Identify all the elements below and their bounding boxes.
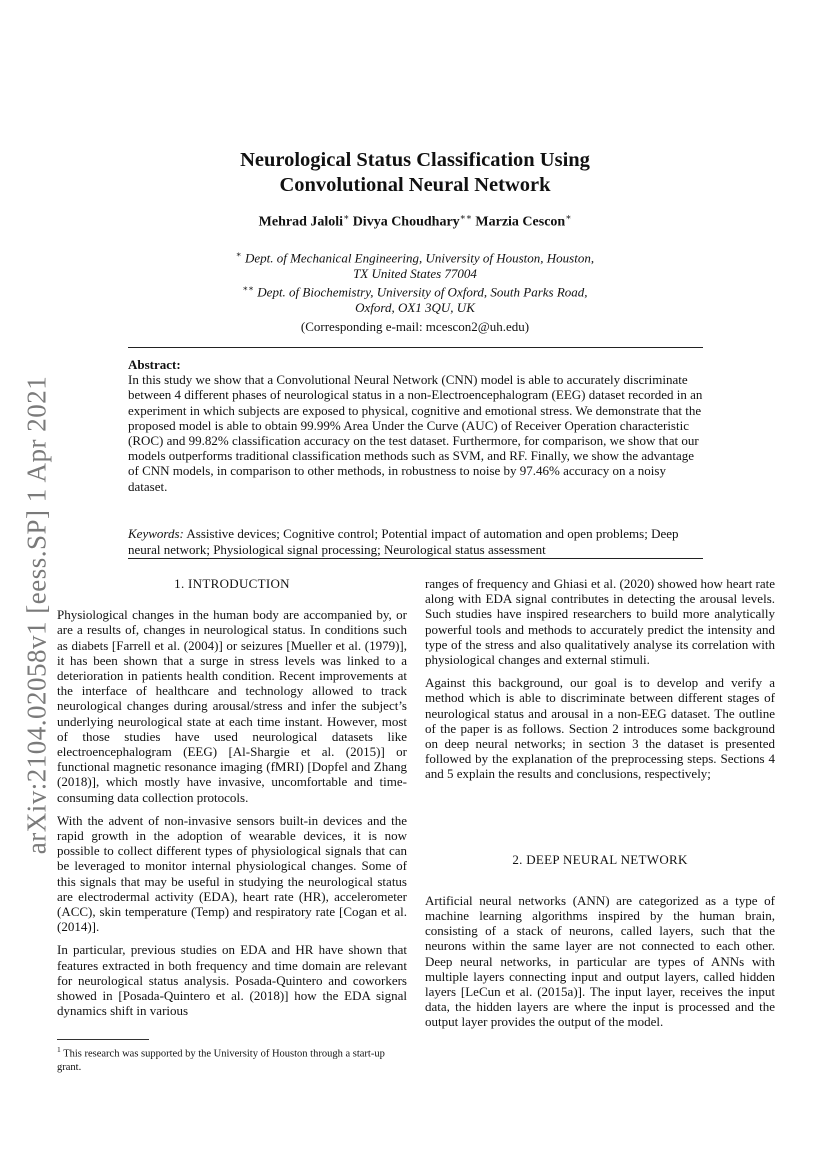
affiliation-mark: ∗: [235, 249, 242, 259]
author-mark: ∗: [343, 212, 350, 222]
section-spacer: [425, 883, 775, 893]
affiliation-2-line-2: Oxford, OX1 3QU, UK: [355, 300, 475, 316]
footnote: [57, 1043, 407, 1074]
author-mark: ∗∗: [459, 212, 472, 222]
author-list: [100, 212, 730, 231]
title-line-2: Convolutional Neural Network: [279, 174, 551, 196]
arxiv-sidebar-stamp: [15, 370, 59, 860]
author-name: Divya Choudhary: [352, 214, 460, 230]
section-spacer: [425, 790, 775, 852]
abstract-top-rule: [128, 347, 703, 348]
section-heading-deep-neural-network: 2. DEEP NEURAL NETWORK: [512, 851, 688, 867]
keywords-bottom-rule: [128, 558, 703, 559]
affiliation-mark: ∗∗: [242, 283, 255, 294]
author-name: Marzia Cescon: [475, 214, 566, 230]
footnote-text: This research was supported by the University of Houston through a start-up grant.: [57, 1048, 385, 1073]
arxiv-id-text: arXiv:2104.02058v1 [eess.SP] 1 Apr 2021: [21, 375, 52, 855]
keywords-block: [128, 526, 703, 557]
author-name: Mehrad Jaloli: [258, 214, 344, 230]
affiliation-1-line-1: ∗ Dept. of Mechanical Engineering, University of Houston, Houston,: [235, 249, 595, 266]
keywords-text: Assistive devices; Cognitive control; Potential impact of automation and open problems; Deep neural network; Physiological signal processing; Neurological status assessment: [128, 526, 679, 557]
paragraph: ranges of frequency and Ghiasi et al. (2020) showed how heart rate along with EDA signal contributes in detecting the arousal levels. Such studies have inspired researchers to build more analytically powerful tools and methods to accurately predict the intensity and type of the stress and also qualitatively analyse its correlation with physiological changes and external stimuli.: [425, 576, 775, 668]
author-mark: ∗: [565, 212, 572, 222]
corresponding-email: (Corresponding e-mail: mcescon2@uh.edu): [300, 319, 530, 334]
abstract-heading: Abstract:: [128, 357, 181, 372]
affiliation-1-line-2: TX United States 77004: [353, 265, 477, 281]
footnote-mark: 1: [57, 1045, 61, 1054]
section-heading-introduction: 1. INTRODUCTION: [174, 576, 290, 591]
paragraph: Physiological changes in the human body are accompanied by, or are a results of, changes in neurological status. In conditions such as diabets [Farrell et al. (2004)] or seizures [Mueller et al. (1979)], it has been shown that a surge in stress levels was linked to a deterioration in patients health condition. Recent improvements at the interface of healthcare and technology allowed to track neurological changes during arousal/stress and infer the subject’s underlying neurological state at each time instant. However, most of those studies have used neurological datasets like electroencephalogram (EEG) [Al-Shargie et al. (2015)] or functional magnetic resonance imaging (fMRI) [Dopfel and Zhang (2018)], which mostly have invasive, uncomfortable and time-consuming data collection protocols.: [57, 607, 407, 805]
paragraph: Against this background, our goal is to develop and verify a method which is able to discriminate between different stages of neurological status and arousal in a non-EEG dataset. The outline of the paper is as follows. Section 2 introduces some background on deep neural networks; in section 3 the dataset is presented followed by the explanation of the preprocessing steps. Sections 4 and 5 explain the results and conclusions, respectively;: [425, 675, 775, 782]
affiliation-2-line-1: ∗∗ Dept. of Biochemistry, University of Oxford, South Parks Road,: [242, 283, 588, 300]
paragraph: Artificial neural networks (ANN) are categorized as a type of machine learning algorithms inspired by the human brain, consisting of a stack of neurons, called layers, such that the neurons within the same layer are not connected to each other. Deep neural networks, in particular are types of ANNs with multiple layers connecting input and output layers, called hidden layers [LeCun et al. (2015a)]. The input layer, receives the input data, the hidden layers are where the input is processed and the output layer provides the output of the model.: [425, 892, 775, 1030]
left-column: [57, 576, 407, 1026]
footnote-rule: [57, 1039, 149, 1040]
abstract-block: [128, 357, 703, 494]
title-line-1: Neurological Status Classification Using: [240, 149, 590, 171]
paragraph: In particular, previous studies on EDA and HR have shown that features extracted in both frequency and time domain are relevant for neurological status analysis. Posada-Quintero and coworkers showed in [Posada-Quintero et al. (2018)] how the EDA signal dynamics shift in various: [57, 942, 407, 1019]
keywords-label: Keywords:: [128, 526, 184, 541]
abstract-text: In this study we show that a Convolutional Neural Network (CNN) model is able to accurately discriminate between 4 different phases of neurological status in a non-Electroencephalogram (EEG) dataset recorded in an experiment in which subjects are exposed to physical, cognitive and emotional stress. We demonstrate that the proposed model is able to obtain 99.99% Area Under the Curve (AUC) of Receiver Operation characteristic (ROC) and 99.82% classification accuracy on the test dataset. Furthermore, for comparison, we show that our models outperforms traditional classification methods such as SVM, and RF. Finally, we show the advantage of CNN models, in comparison to other methods, in robustness to noise by 97.46% accuracy on a noisy dataset.: [128, 372, 703, 494]
paragraph: With the advent of non-invasive sensors built-in devices and the rapid growth in the adoption of wearable devices, it is now possible to collect different types of physiological signals that can be leveraged to monitor internal physiological changes. Some of this signals that may be useful in studying the neurological status are electrodermal activity (EDA), heart rate (HR), accelerometer (ACC), skin temperature (Temp) and respiratory rate [Cogan et al. (2014)].: [57, 812, 407, 935]
right-column: [425, 576, 775, 1038]
affiliations: [100, 247, 730, 316]
paper-title: [100, 148, 730, 198]
